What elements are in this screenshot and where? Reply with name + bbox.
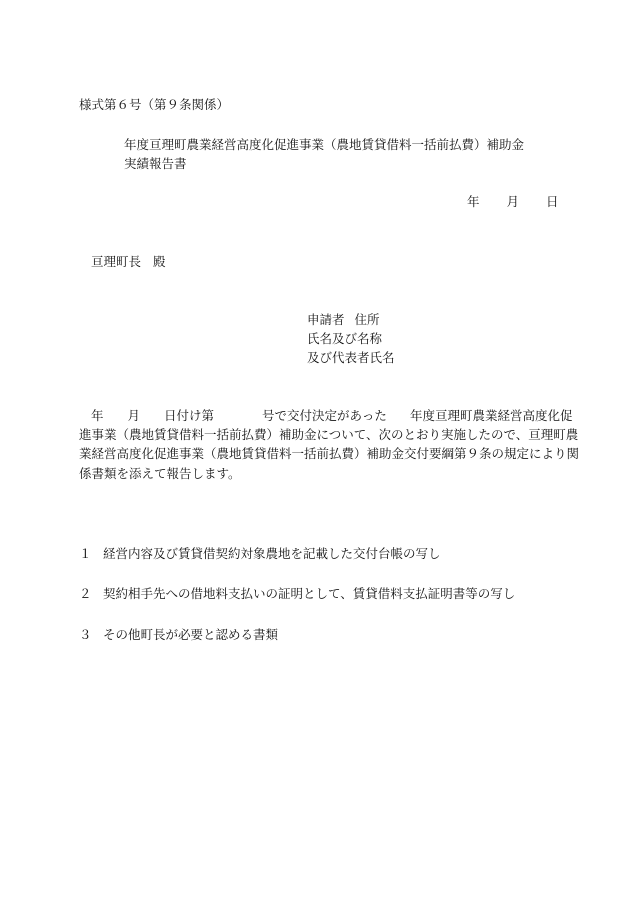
attachment-text: 契約相手先への借地料支払いの証明として、賃貸借料支払証明書等の写し [103,586,516,601]
body-paragraph-line1 [79,408,573,424]
attachment-number: １ [79,546,92,561]
attachment-item [79,586,515,602]
body-paragraph-line4: 係書類を添えて報告します。 [79,466,241,481]
date-month-label: 月 [506,194,520,209]
attachment-text: その他町長が必要と認める書類 [103,627,279,642]
applicant-name-label: 氏名及び名称 [307,331,383,346]
attachment-number: ３ [79,627,92,642]
attachment-text: 経営内容及び賃貸借契約対象農地を記載した交付台帳の写し [103,546,441,561]
applicant-address-label: 住所 [354,312,380,327]
body-paragraph-line2: 進事業（農地賃貸借料一括前払費）補助金について、次のとおり実施したので、亘理町農 [79,427,579,442]
date-row [467,194,559,210]
body-number-suffix: 号で交付決定があった [262,408,387,423]
attachment-item [79,627,278,643]
attachment-number: ２ [79,586,92,601]
body-date-prefix: 日付け第 [164,408,215,423]
applicant-representative-label: 及び代表者氏名 [307,350,395,365]
body-month: 月 [127,408,141,423]
body-line1-rest: 年度亘理町農業経営高度化促 [409,408,573,423]
recipient-name: 亘理町長 [91,254,142,269]
document-title-line1: 年度亘理町農業経営高度化促進事業（農地賃貸借料一括前払費）補助金 [124,137,525,152]
attachment-item [79,546,441,562]
applicant-label: 申請者 [307,312,345,327]
recipient [91,254,166,270]
body-paragraph-line3: 業経営高度化促進事業（農地賃貸借料一括前払費）補助金交付要綱第９条の規定により関 [79,446,580,461]
date-day-label: 日 [546,194,559,209]
body-year: 年 [91,408,104,423]
recipient-honorific: 殿 [153,254,166,269]
date-year-label: 年 [467,194,480,209]
document-title-line2: 実績報告書 [124,156,187,171]
applicant-address-row [307,312,380,328]
form-number: 様式第６号（第９条関係） [79,97,230,112]
